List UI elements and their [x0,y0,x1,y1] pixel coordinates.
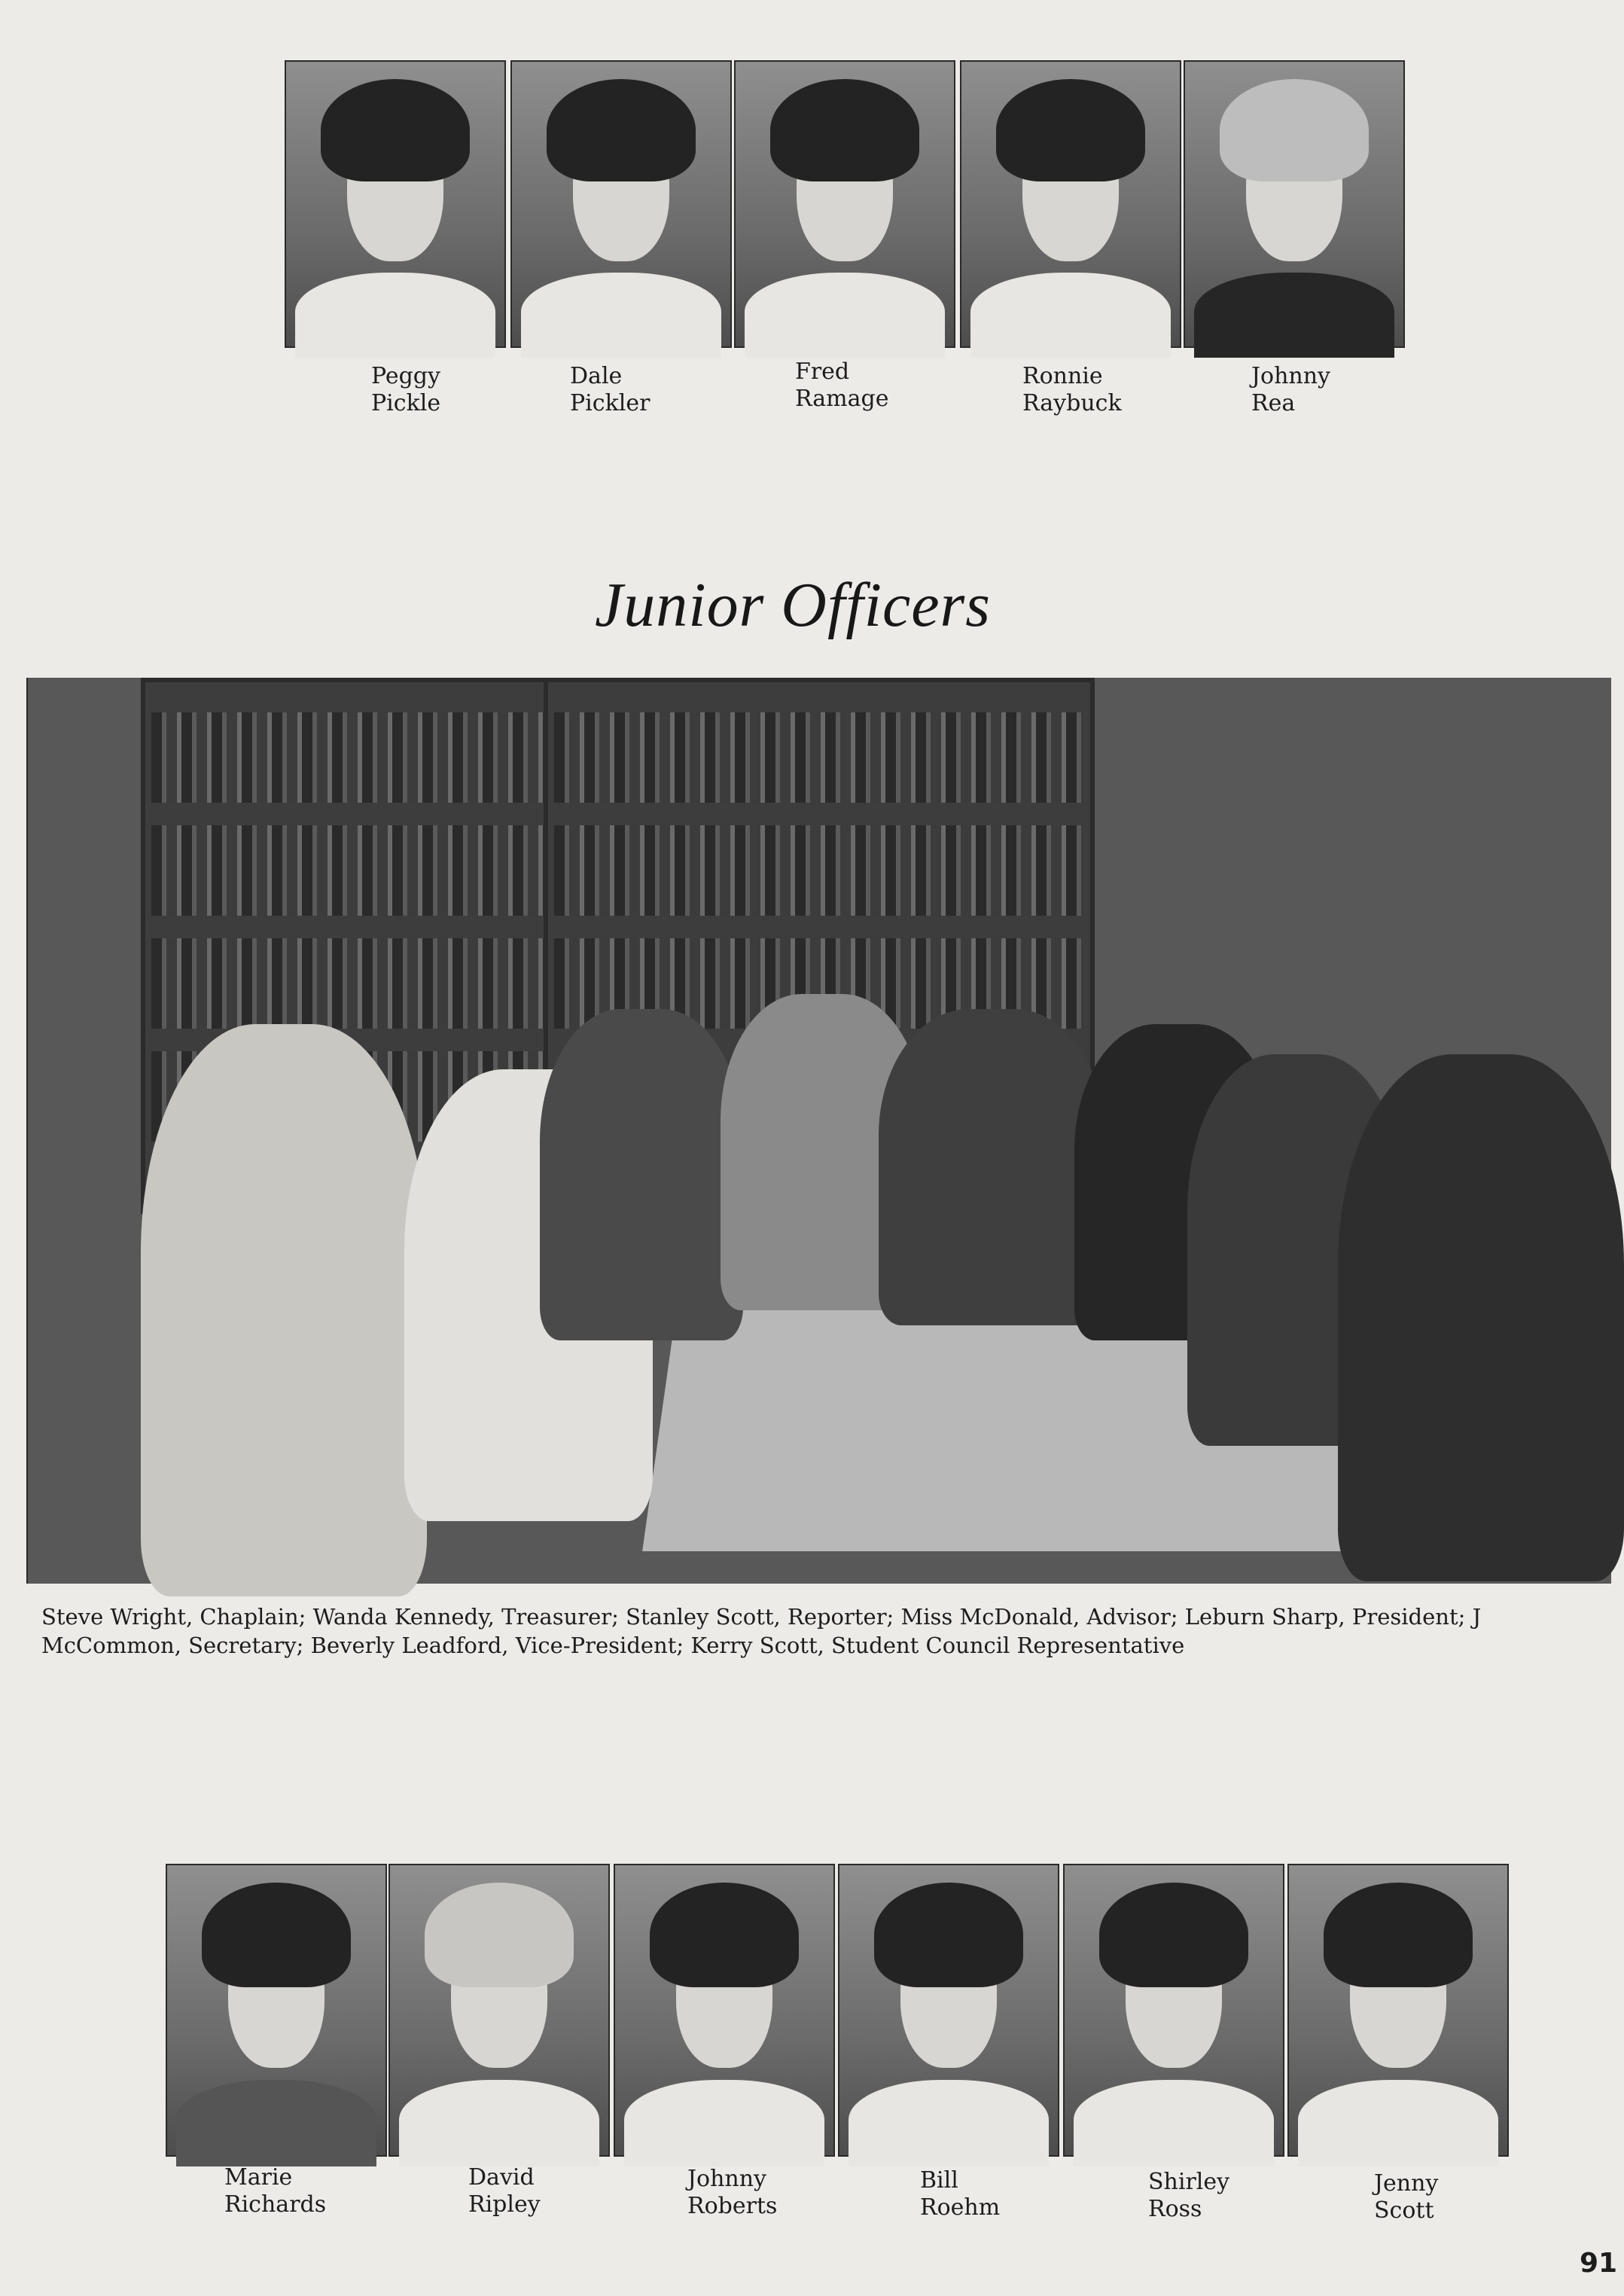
student-last-name: Roberts [687,2193,778,2219]
person [141,1024,427,1596]
student-first-name: Marie [224,2164,293,2191]
portrait-photo [285,60,506,348]
portrait-photo [1287,1864,1509,2157]
section-title: Junior Officers [595,570,991,640]
portrait-photo [1063,1864,1284,2157]
student-first-name: Johnny [687,2166,766,2192]
student-last-name: Richards [224,2191,327,2218]
student-name [920,2167,1000,2221]
student-name [1374,2170,1438,2224]
caption-line: Steve Wright, Chaplain; Wanda Kennedy, Treasurer; Stanley Scott, Reporter; Miss McDonald, Advisor; Leburn Sharp, President; J [41,1604,1482,1630]
person [1338,1054,1624,1581]
student-name [224,2164,326,2218]
person [540,1009,743,1340]
student-last-name: Ripley [468,2191,541,2218]
student-name [1251,363,1330,417]
person [879,1009,1105,1325]
portrait-photo [1184,60,1405,348]
portrait-photo [960,60,1181,348]
student-last-name: Ross [1148,2196,1202,2222]
student-last-name: Roehm [920,2194,1001,2221]
group-photo [26,678,1611,1584]
portrait-photo [166,1864,387,2157]
student-first-name: Johnny [1251,363,1330,389]
student-first-name: Peggy [371,363,440,389]
student-first-name: Dale [570,363,623,389]
student-first-name: Shirley [1148,2169,1230,2195]
student-first-name: Fred [795,358,850,385]
student-name [570,363,650,417]
student-name [468,2164,541,2218]
student-last-name: Pickle [371,390,441,416]
student-first-name: Jenny [1374,2170,1439,2197]
portrait-photo [838,1864,1059,2157]
student-first-name: Ronnie [1022,363,1103,389]
student-name [1022,363,1122,417]
portrait-photo [734,60,955,348]
student-first-name: David [468,2164,535,2191]
portrait-photo [388,1864,610,2157]
student-last-name: Pickler [570,390,651,416]
student-first-name: Bill [920,2167,958,2194]
student-last-name: Raybuck [1022,390,1122,416]
student-name [795,358,888,413]
student-last-name: Scott [1374,2197,1434,2224]
student-last-name: Rea [1251,390,1296,416]
portrait-photo [614,1864,835,2157]
student-last-name: Ramage [795,386,889,412]
portrait-photo [510,60,732,348]
student-name [371,363,440,417]
photo-caption [41,1602,1600,1660]
page-number: 91 [1580,2248,1618,2279]
student-name [687,2166,777,2220]
caption-line: McCommon, Secretary; Beverly Leadford, Vice-President; Kerry Scott, Student Council Representative [41,1633,1185,1658]
student-name [1148,2169,1229,2223]
